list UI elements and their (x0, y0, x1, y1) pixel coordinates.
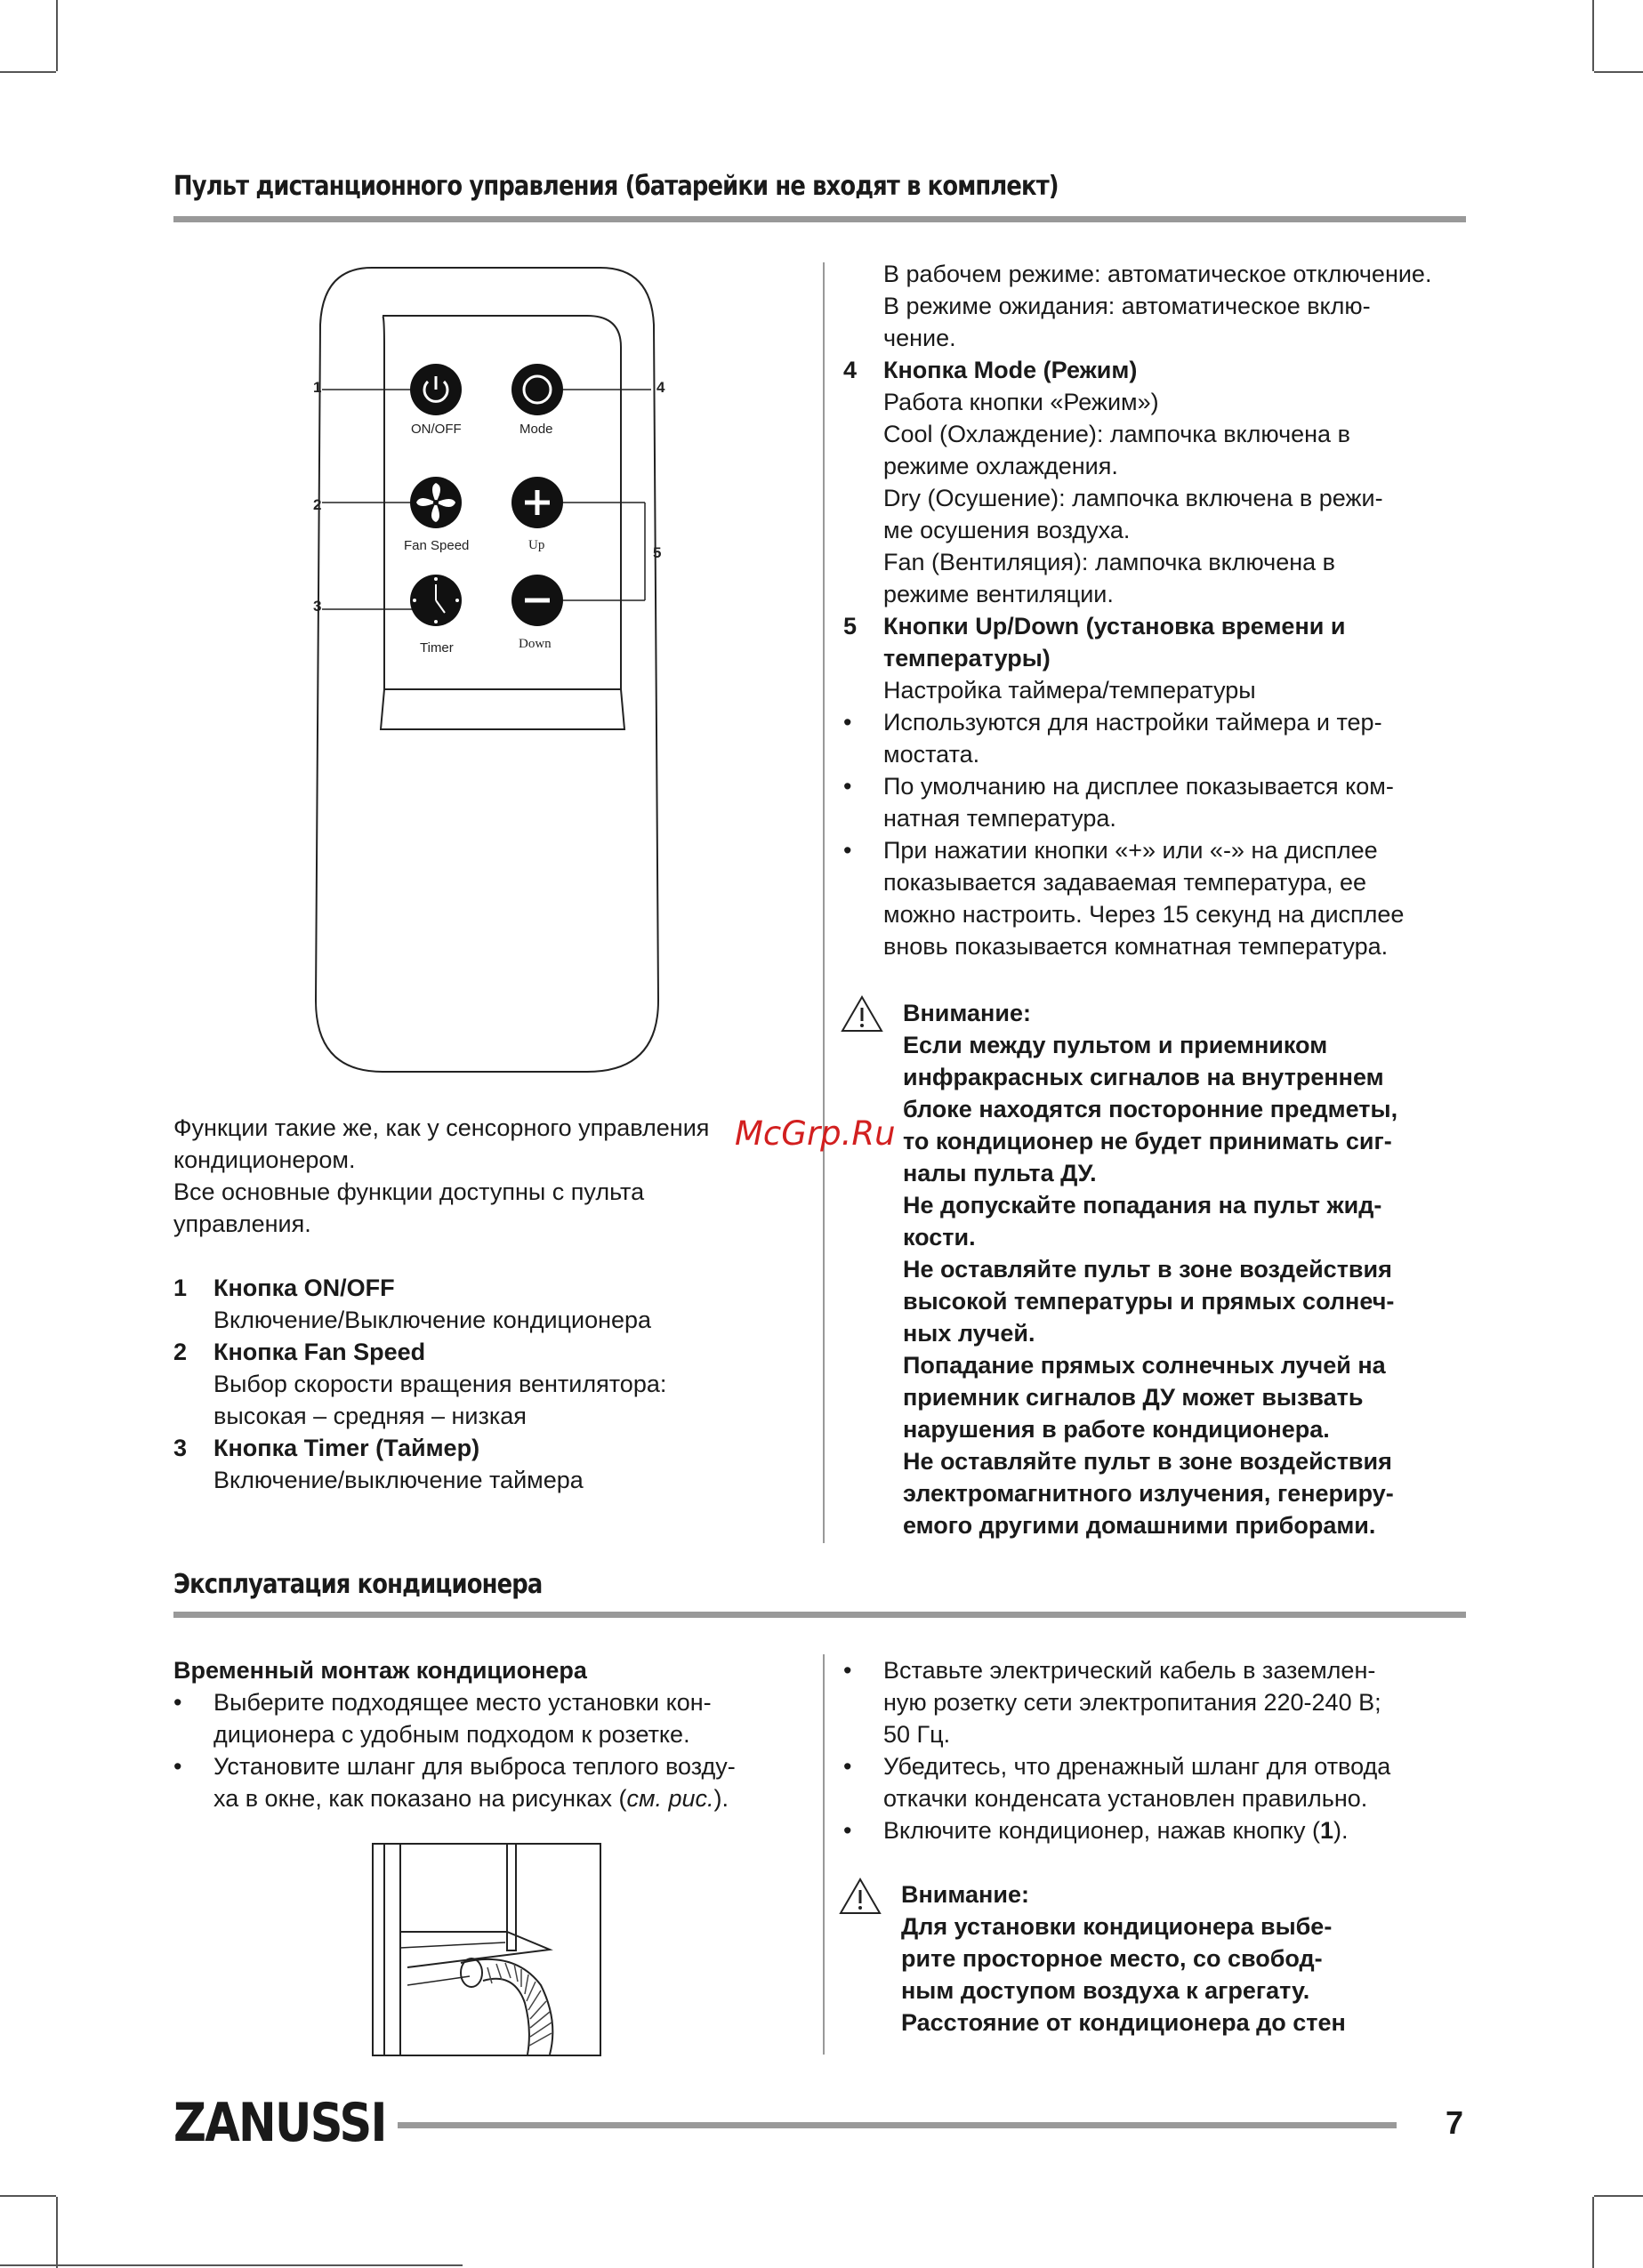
remote-label-down: Down (519, 637, 552, 651)
item-line: высокая – средняя – низкая (213, 1403, 527, 1429)
callout-1: 1 (313, 379, 322, 396)
text-line: режиме охлаждения. (883, 453, 1118, 479)
text-line: ха в окне, как показано на рисунках (см. рис.). (213, 1785, 729, 1812)
text-line: диционера с удобным подходом к розетке. (213, 1721, 690, 1748)
bullet-item: • Включите кондиционер, нажав кнопку (1). (843, 1817, 1349, 1844)
text-line: чение. (883, 325, 956, 351)
crop-mark (1592, 0, 1594, 71)
warning-line: кости. (903, 1224, 976, 1251)
text-line: Работа кнопки «Режим») (883, 389, 1159, 415)
warning-line: Не оставляйте пульт в зоне воздействия (903, 1448, 1392, 1475)
subsection-heading: Временный монтаж кондиционера (173, 1657, 587, 1684)
crop-mark (1594, 2195, 1643, 2197)
warning-line: инфракрасных сигналов на внутреннем (903, 1064, 1384, 1090)
crop-mark (56, 2197, 58, 2268)
crop-mark (0, 2264, 463, 2266)
remote-label-on-off: ON/OFF (411, 422, 462, 437)
intro-line: управления. (173, 1210, 311, 1237)
watermark: McGrp.Ru (735, 1114, 896, 1153)
text-line: можно настроить. Через 15 секунд на дисплее (883, 901, 1405, 928)
warning-icon (840, 994, 884, 1033)
intro-line: кондиционером. (173, 1146, 356, 1173)
remote-label-fan-speed: Fan Speed (404, 538, 470, 553)
remote-label-mode: Mode (519, 422, 553, 437)
text-line: показывается задаваемая температура, ее (883, 869, 1366, 896)
section-title-operation: Эксплуатация кондиционера (173, 1569, 543, 1600)
bullet-item: • Убедитесь, что дренажный шланг для отвода (843, 1753, 1391, 1780)
crop-mark (0, 71, 56, 73)
warning-line: Расстояние от кондиционера до стен (901, 2009, 1346, 2036)
remote-control-illustration (294, 262, 676, 1081)
crop-mark (56, 0, 58, 71)
item-line: Включение/Выключение кондиционера (213, 1307, 652, 1333)
clock-icon (409, 574, 463, 627)
warning-title: Внимание: (901, 1881, 1029, 1908)
text-line: ме осушения воздуха. (883, 517, 1131, 543)
item-heading: 4 Кнопка Mode (Режим) (843, 357, 1138, 383)
item-line: Выбор скорости вращения вентилятора: (213, 1371, 667, 1397)
page-number: 7 (1446, 2104, 1464, 2141)
column-divider (823, 262, 825, 1543)
remote-label-up: Up (528, 538, 545, 552)
bullet-item: • Выберите подходящее место установки кон- (173, 1689, 712, 1716)
bullet-item: • Используются для настройки таймера и тер- (843, 709, 1382, 736)
text-line: 50 Гц. (883, 1721, 951, 1748)
text-line: В режиме ожидания: автоматическое вклю- (883, 293, 1371, 319)
text-line: откачки конденсата установлен правильно. (883, 1785, 1368, 1812)
warning-icon (838, 1877, 882, 1916)
text-line: Fan (Вентиляция): лампочка включена в (883, 549, 1336, 575)
bullet-item: • Установите шланг для выброса теплого возду- (173, 1753, 736, 1780)
brand-logo: ZANUSSI (173, 2092, 386, 2154)
warning-line: нарушения в работе кондиционера. (903, 1416, 1330, 1443)
section-rule (173, 216, 1466, 222)
bullet-item: • При нажатии кнопки «+» или «-» на дисплее (843, 837, 1378, 864)
text-line: мостата. (883, 741, 980, 768)
plus-icon (511, 476, 564, 529)
section-title-remote: Пульт дистанционного управления (батарейки не входят в комплект) (173, 171, 1059, 202)
callout-5: 5 (653, 544, 662, 561)
warning-line: Не допускайте попадания на пульт жид- (903, 1192, 1382, 1218)
warning-line: электромагнитного излучения, генериру- (903, 1480, 1394, 1507)
column-divider (823, 1654, 825, 2055)
crop-mark (0, 2195, 56, 2197)
item-heading: 2 Кнопка Fan Speed (173, 1339, 426, 1365)
footer-rule (398, 2122, 1397, 2128)
warning-line: приемник сигналов ДУ может вызвать (903, 1384, 1364, 1411)
warning-line: Если между пультом и приемником (903, 1032, 1328, 1058)
intro-line: Все основные функции доступны с пульта (173, 1178, 645, 1205)
warning-line: емого другими домашними приборами. (903, 1512, 1376, 1539)
warning-line: Не оставляйте пульт в зоне воздействия (903, 1256, 1392, 1283)
item-line: Включение/выключение таймера (213, 1467, 584, 1493)
item-heading: 3 Кнопка Timer (Таймер) (173, 1435, 480, 1461)
warning-line: рите просторное место, со свобод- (901, 1945, 1323, 1972)
warning-line: высокой температуры и прямых солнеч- (903, 1288, 1395, 1315)
warning-line: Попадание прямых солнечных лучей на (903, 1352, 1386, 1379)
warning-title: Внимание: (903, 1000, 1031, 1026)
bullet-item: • Вставьте электрический кабель в заземлен- (843, 1657, 1376, 1684)
window-hose-illustration (372, 1843, 601, 2056)
callout-3: 3 (313, 598, 322, 615)
text-line: Cool (Охлаждение): лампочка включена в (883, 421, 1350, 447)
warning-line: ных лучей. (903, 1320, 1035, 1347)
text-line: натная температура. (883, 805, 1116, 832)
warning-line: то кондиционер не будет принимать сиг- (903, 1128, 1392, 1154)
text-line: вновь показывается комнатная температура. (883, 933, 1389, 960)
text-line: Настройка таймера/температуры (883, 677, 1256, 704)
text-line: В рабочем режиме: автоматическое отключение. (883, 261, 1432, 287)
warning-line: ным доступом воздуха к агрегату. (901, 1977, 1310, 2004)
crop-mark (1594, 71, 1643, 73)
power-icon (409, 363, 463, 416)
remote-label-timer: Timer (420, 640, 454, 655)
mode-icon (511, 363, 564, 416)
fan-icon (409, 476, 463, 529)
item-heading-cont: температуры) (883, 645, 1051, 672)
callout-2: 2 (313, 496, 322, 513)
item-heading: 1 Кнопка ON/OFF (173, 1275, 395, 1301)
text-line: Dry (Осушение): лампочка включена в режи- (883, 485, 1383, 511)
minus-icon (511, 574, 564, 627)
crop-mark (1592, 2197, 1594, 2268)
callout-4: 4 (656, 379, 665, 396)
text-line: режиме вентиляции. (883, 581, 1114, 607)
bullet-item: • По умолчанию на дисплее показывается ком- (843, 773, 1394, 800)
text-line: ную розетку сети электропитания 220-240 В; (883, 1689, 1381, 1716)
warning-line: Для установки кондиционера выбе- (901, 1913, 1333, 1940)
warning-line: блоке находятся посторонние предметы, (903, 1096, 1398, 1122)
section-rule (173, 1612, 1466, 1618)
warning-line: налы пульта ДУ. (903, 1160, 1097, 1186)
intro-line: Функции такие же, как у сенсорного управления (173, 1114, 710, 1141)
item-heading: 5 Кнопки Up/Down (установка времени и (843, 613, 1346, 639)
